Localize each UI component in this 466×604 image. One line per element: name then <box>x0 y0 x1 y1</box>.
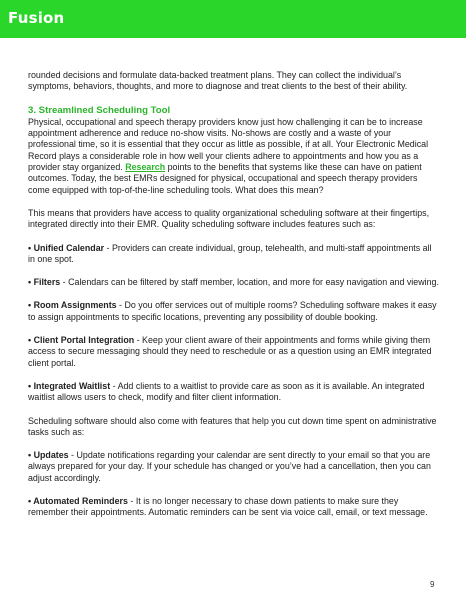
feature-text: - Keep your client aware of their appointments and forms while giving them access to secure messaging should they need to reschedule or as a question using an EMR integrated client portal. <box>28 335 432 368</box>
feature-text: - Do you offer services out of multiple rooms? Scheduling software makes it easy to assign appointments to specific locations, preventing any possibility of double booking. <box>28 300 437 322</box>
feature-text: - Calendars can be filtered by staff member, location, and more for easy navigation and viewing. <box>60 277 439 288</box>
feature-text: - Update notifications regarding your calendar are sent directly to your email so that you are always prepared for your day. If your schedule has changed or you’ve had a cancellation, then you can adjust accordingly. <box>28 450 431 483</box>
header-bar <box>0 0 466 38</box>
feature-item <box>28 300 440 323</box>
fusion-logo: Fusion <box>8 9 65 27</box>
document-body <box>28 70 440 519</box>
feature-text: - Add clients to a waitlist to provide care as soon as it is available. An integrated waitlist allows users to check, modify and filter client information. <box>28 380 425 403</box>
paragraph-text: points to the benefits that systems like these can have on patient outcomes. Today, the best EMRs designed for physical, occupational and speech therapy providers come equipped with top-of-the-line scheduling tools. What does this mean? <box>28 162 422 195</box>
paragraph-text: Physical, occupational and speech therapy providers know just how challenging it can be to increase appointment adherence and reduce no-show visits. No-shows are costly and a waste of your professional time, so it is essential that they occur as little as possible, if at all. Your Electronic Medical Record plays a considerable role in how well your clients adhere to appointments and how you as a provider stay organized. <box>28 116 429 173</box>
section-heading: 3. Streamlined Scheduling Tool <box>28 104 171 116</box>
page-number: 9 <box>430 580 435 589</box>
paragraph-features-intro: This means that providers have access to quality organizational scheduling software at their fingertips, integrated directly into their EMR. Quality scheduling software includes features such as: <box>28 207 430 230</box>
admin-feature-item <box>28 496 440 519</box>
research-link[interactable]: Research <box>125 162 166 173</box>
feature-label: • Room Assignments <box>28 300 117 311</box>
feature-label: • Filters <box>28 277 61 288</box>
feature-item <box>28 335 440 369</box>
paragraph-scheduling <box>28 117 440 196</box>
admin-feature-item <box>28 450 440 484</box>
paragraph-admin-intro: Scheduling software should also come with features that help you cut down time spent on administrative tasks such as: <box>28 415 437 437</box>
feature-label: • Unified Calendar <box>28 242 105 253</box>
feature-label: • Client Portal Integration <box>28 335 135 346</box>
feature-item <box>28 277 440 288</box>
feature-label: • Integrated Waitlist <box>28 380 111 391</box>
feature-text: - Providers can create individual, group, telehealth, and multi-staff appointments all in one spot. <box>28 242 432 264</box>
feature-label: • Automated Reminders <box>28 496 128 507</box>
intro-paragraph: rounded decisions and formulate data-backed treatment plans. They can collect the individual’s symptoms, behaviors, thoughts, and more to diagnose and treat clients to the best of their ability. <box>28 70 408 92</box>
feature-item <box>28 381 440 404</box>
feature-label: • Updates <box>28 450 69 461</box>
feature-item <box>28 243 440 266</box>
feature-text: - It is no longer necessary to chase down patients to make sure they remember their appointments. Automatic reminders can be sent via voice call, email, or text message. <box>28 496 428 518</box>
